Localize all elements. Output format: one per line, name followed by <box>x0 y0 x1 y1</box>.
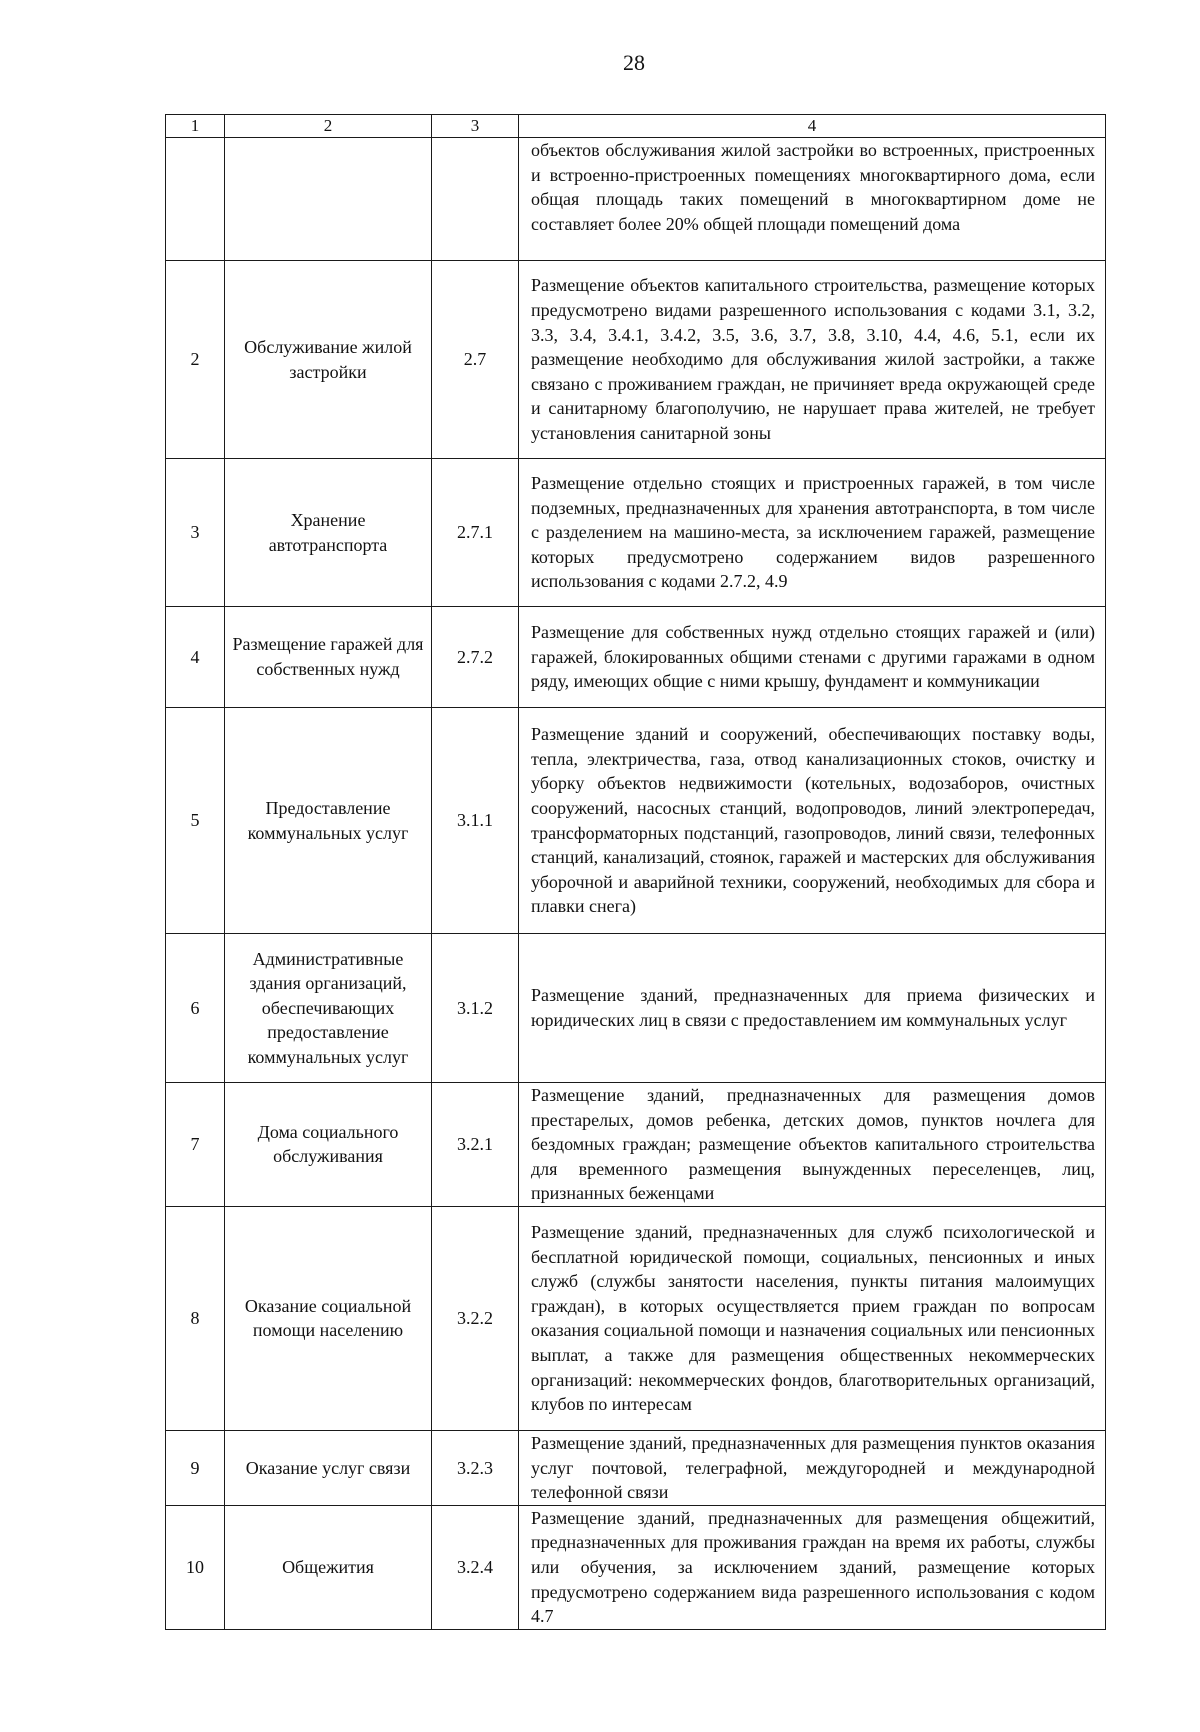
table-header-row <box>166 115 1106 138</box>
row-number: 3 <box>166 459 225 607</box>
table-row <box>166 138 1106 261</box>
table-row <box>166 1505 1106 1629</box>
column-header-3: 3 <box>432 115 519 138</box>
use-name: Общежития <box>225 1505 432 1629</box>
use-description: объектов обслуживания жилой застройки во встроенных, пристроенных и встроенно-пристроенных помещениях многоквартирного дома, если общая площадь таких помещений в многоквартирном доме не составляет более 20% общей площади помещений дома <box>519 138 1106 261</box>
row-number: 4 <box>166 607 225 708</box>
use-code: 3.1.1 <box>432 708 519 934</box>
column-header-2: 2 <box>225 115 432 138</box>
column-header-1: 1 <box>166 115 225 138</box>
use-code: 3.2.1 <box>432 1083 519 1207</box>
use-name: Обслуживание жилой застройки <box>225 261 432 459</box>
use-name: Оказание социальной помощи населению <box>225 1206 432 1430</box>
table-row <box>166 708 1106 934</box>
use-description: Размещение зданий, предназначенных для приема физических и юридических лиц в связи с предоставлением им коммунальных услуг <box>519 934 1106 1083</box>
use-code: 3.2.4 <box>432 1505 519 1629</box>
use-description: Размещение отдельно стоящих и пристроенных гаражей, в том числе подземных, предназначенных для хранения автотранспорта, в том числе с разделением на машино-места, за исключением гаражей, размещение которых предусмотрено содержанием видов разрешенного использования с кодами 2.7.2, 4.9 <box>519 459 1106 607</box>
table-row <box>166 934 1106 1083</box>
row-number: 5 <box>166 708 225 934</box>
use-name <box>225 138 432 261</box>
row-number: 7 <box>166 1083 225 1207</box>
row-number: 6 <box>166 934 225 1083</box>
page-number: 28 <box>623 50 645 75</box>
table-row <box>166 1206 1106 1430</box>
table-row <box>166 607 1106 708</box>
use-code: 2.7.1 <box>432 459 519 607</box>
use-name: Дома социального обслуживания <box>225 1083 432 1207</box>
use-description: Размещение зданий, предназначенных для размещения пунктов оказания услуг почтовой, телеграфной, междугородней и международной телефонной связи <box>519 1430 1106 1505</box>
use-code: 2.7.2 <box>432 607 519 708</box>
use-code: 2.7 <box>432 261 519 459</box>
table-row <box>166 1430 1106 1505</box>
use-name: Хранение автотранспорта <box>225 459 432 607</box>
use-description: Размещение зданий, предназначенных для размещения общежитий, предназначенных для проживания граждан на время их работы, службы или обучения, за исключением зданий, размещение которых предусмотрено содержанием вида разрешенного использования с кодом 4.7 <box>519 1505 1106 1629</box>
use-name: Административные здания организаций, обеспечивающих предоставление коммунальных услуг <box>225 934 432 1083</box>
use-code: 3.1.2 <box>432 934 519 1083</box>
use-name: Размещение гаражей для собственных нужд <box>225 607 432 708</box>
use-description: Размещение зданий и сооружений, обеспечивающих поставку воды, тепла, электричества, газа, отвод канализационных стоков, очистку и уборку объектов недвижимости (котельных, водозаборов, очистных сооружений, насосных станций, водопроводов, линий электропередач, трансформаторных подстанций, газопроводов, линий связи, телефонных станций, канализаций, стоянок, гаражей и мастерских для обслуживания уборочной и аварийной техники, сооружений, необходимых для сбора и плавки снега) <box>519 708 1106 934</box>
use-description: Размещение объектов капитального строительства, размещение которых предусмотрено видами разрешенного использования с кодами 3.1, 3.2, 3.3, 3.4, 3.4.1, 3.4.2, 3.5, 3.6, 3.7, 3.8, 3.10, 4.4, 4.6, 5.1, если их размещение необходимо для обслуживания жилой застройки, а также связано с проживанием граждан, не причиняет вреда окружающей среде и санитарному благополучию, не нарушает права жителей, не требует установления санитарной зоны <box>519 261 1106 459</box>
row-number <box>166 138 225 261</box>
row-number: 8 <box>166 1206 225 1430</box>
land-use-table <box>165 114 1106 1630</box>
use-description: Размещение для собственных нужд отдельно стоящих гаражей и (или) гаражей, блокированных общими стенами с другими гаражами в одном ряду, имеющих общие с ними крышу, фундамент и коммуникации <box>519 607 1106 708</box>
row-number: 2 <box>166 261 225 459</box>
use-code <box>432 138 519 261</box>
use-name: Предоставление коммунальных услуг <box>225 708 432 934</box>
use-description: Размещение зданий, предназначенных для служб психологической и бесплатной юридической помощи, социальных, пенсионных и иных служб (службы занятости населения, пункты питания малоимущих граждан), в которых осуществляется прием граждан по вопросам оказания социальной помощи и назначения социальных или пенсионных выплат, а также для размещения общественных некоммерческих организаций: некоммерческих фондов, благотворительных организаций, клубов по интересам <box>519 1206 1106 1430</box>
row-number: 10 <box>166 1505 225 1629</box>
table-row <box>166 261 1106 459</box>
use-name: Оказание услуг связи <box>225 1430 432 1505</box>
use-code: 3.2.2 <box>432 1206 519 1430</box>
table-row <box>166 1083 1106 1207</box>
row-number: 9 <box>166 1430 225 1505</box>
table-row <box>166 459 1106 607</box>
column-header-4: 4 <box>519 115 1106 138</box>
use-code: 3.2.3 <box>432 1430 519 1505</box>
use-description: Размещение зданий, предназначенных для размещения домов престарелых, домов ребенка, детских домов, пунктов ночлега для бездомных граждан; размещение объектов капитального строительства для временного размещения вынужденных переселенцев, лиц, признанных беженцами <box>519 1083 1106 1207</box>
